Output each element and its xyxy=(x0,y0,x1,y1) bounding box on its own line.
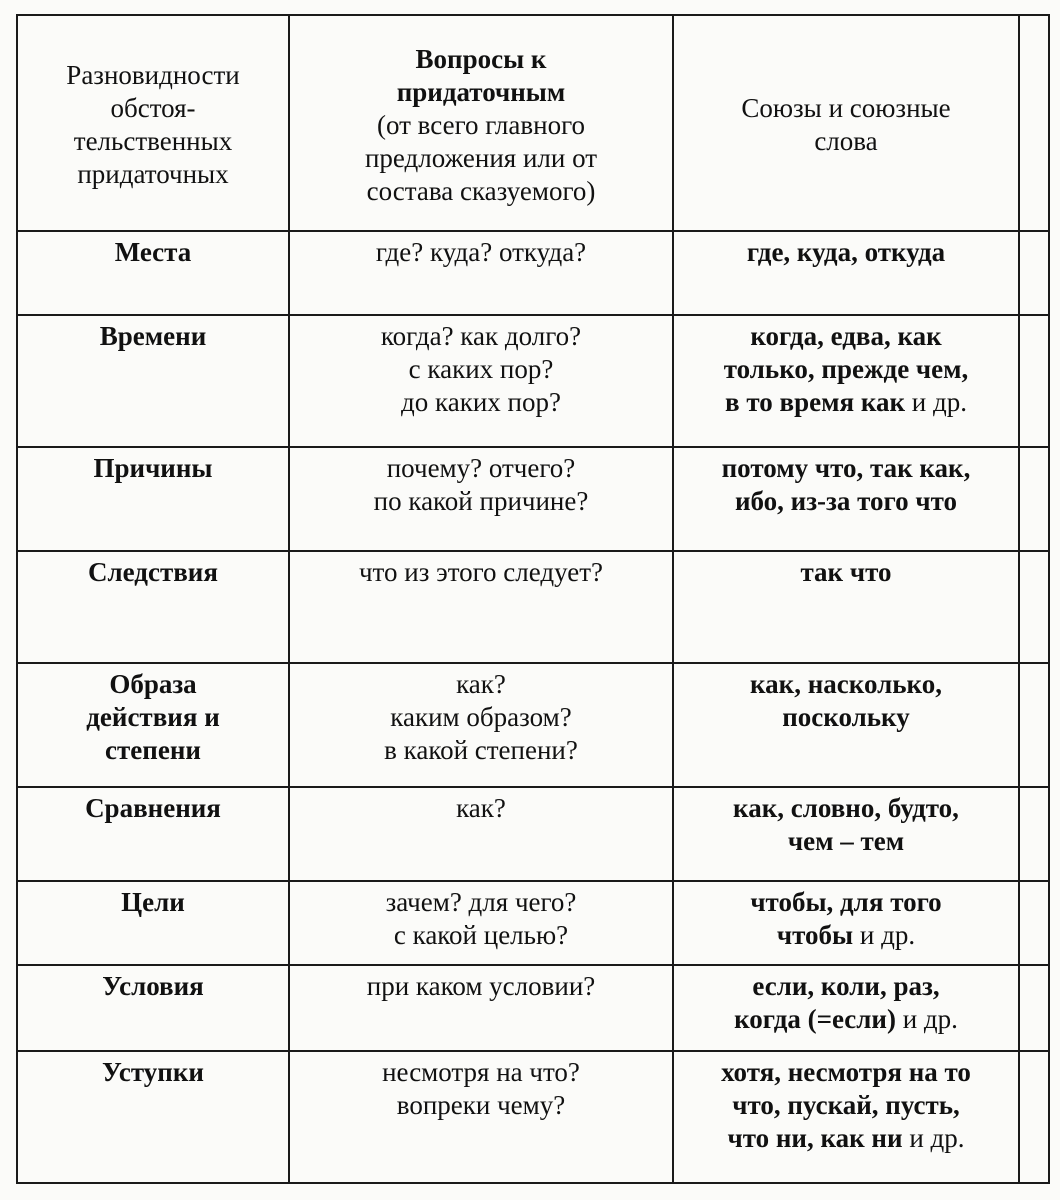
question-cell: где? куда? откуда? xyxy=(289,231,673,315)
cut-off-cell xyxy=(1019,881,1049,965)
cut-off-cell xyxy=(1019,787,1049,881)
conjunction-line: если, коли, раз, xyxy=(752,971,940,1001)
cut-off-cell xyxy=(1019,315,1049,447)
conjunction-cell xyxy=(673,881,1019,965)
header-questions: Вопросы к придаточным (от всего главного предложения или от состава сказуемого) xyxy=(289,15,673,231)
clause-type-cell: Цели xyxy=(17,881,289,965)
conjunction-line: чтобы, для того xyxy=(750,887,942,917)
table-row xyxy=(17,881,1049,965)
question-cell: что из этого следует? xyxy=(289,551,673,663)
table-row xyxy=(17,231,1049,315)
clause-type-cell: Уступки xyxy=(17,1051,289,1183)
clause-type-cell: Образа действия и степени xyxy=(17,663,289,787)
conjunction-line: так что xyxy=(800,557,892,587)
cut-off-column xyxy=(1019,15,1049,231)
clause-type-cell: Причины xyxy=(17,447,289,551)
question-cell: почему? отчего? по какой причине? xyxy=(289,447,673,551)
conjunction-line: поскольку xyxy=(782,702,910,732)
header-clause-type: Разновидности обстоя- тельственных придаточных xyxy=(17,15,289,231)
table-row xyxy=(17,447,1049,551)
question-cell: несмотря на что? вопреки чему? xyxy=(289,1051,673,1183)
table-row xyxy=(17,551,1049,663)
conjunction-line: в то время как и др. xyxy=(725,387,967,417)
conjunction-cell xyxy=(673,231,1019,315)
table-row xyxy=(17,1051,1049,1183)
cut-off-cell xyxy=(1019,965,1049,1051)
question-cell: как? xyxy=(289,787,673,881)
clause-type-cell: Места xyxy=(17,231,289,315)
table-header-row xyxy=(17,15,1049,231)
conjunction-cell xyxy=(673,663,1019,787)
table-row xyxy=(17,663,1049,787)
conjunction-line: когда, едва, как xyxy=(750,321,942,351)
conjunction-line: что, пускай, пусть, xyxy=(732,1090,960,1120)
conjunction-line: как, насколько, xyxy=(750,669,942,699)
conjunction-line: только, прежде чем, xyxy=(723,354,969,384)
conjunction-cell xyxy=(673,787,1019,881)
conjunction-line: что ни, как ни и др. xyxy=(727,1123,965,1153)
conjunction-line: ибо, из-за того что xyxy=(734,486,958,516)
conjunction-line: потому что, так как, xyxy=(721,453,971,483)
conjunction-line: когда (=если) и др. xyxy=(734,1004,958,1034)
cut-off-cell xyxy=(1019,551,1049,663)
cut-off-cell xyxy=(1019,231,1049,315)
clause-types-table xyxy=(16,14,1050,1184)
clause-type-cell: Следствия xyxy=(17,551,289,663)
conjunction-cell xyxy=(673,965,1019,1051)
conjunction-cell xyxy=(673,315,1019,447)
question-cell: зачем? для чего? с какой целью? xyxy=(289,881,673,965)
clause-type-cell: Времени xyxy=(17,315,289,447)
question-cell: при каком условии? xyxy=(289,965,673,1051)
table-row xyxy=(17,787,1049,881)
table-row xyxy=(17,965,1049,1051)
conjunction-line: хотя, несмотря на то xyxy=(721,1057,971,1087)
conjunction-cell xyxy=(673,447,1019,551)
conjunction-line: чтобы и др. xyxy=(776,920,916,950)
clause-type-cell: Сравнения xyxy=(17,787,289,881)
conjunction-line: где, куда, откуда xyxy=(746,237,946,267)
header-conjunctions: Союзы и союзные слова xyxy=(673,15,1019,231)
question-cell: как? каким образом? в какой степени? xyxy=(289,663,673,787)
conjunction-cell xyxy=(673,551,1019,663)
cut-off-cell xyxy=(1019,447,1049,551)
table-body xyxy=(17,231,1049,1183)
conjunction-line: чем – тем xyxy=(787,826,905,856)
cut-off-cell xyxy=(1019,663,1049,787)
cut-off-cell xyxy=(1019,1051,1049,1183)
question-cell: когда? как долго? с каких пор? до каких пор? xyxy=(289,315,673,447)
table-row xyxy=(17,315,1049,447)
clause-type-cell: Условия xyxy=(17,965,289,1051)
conjunction-cell xyxy=(673,1051,1019,1183)
conjunction-line: как, словно, будто, xyxy=(733,793,959,823)
